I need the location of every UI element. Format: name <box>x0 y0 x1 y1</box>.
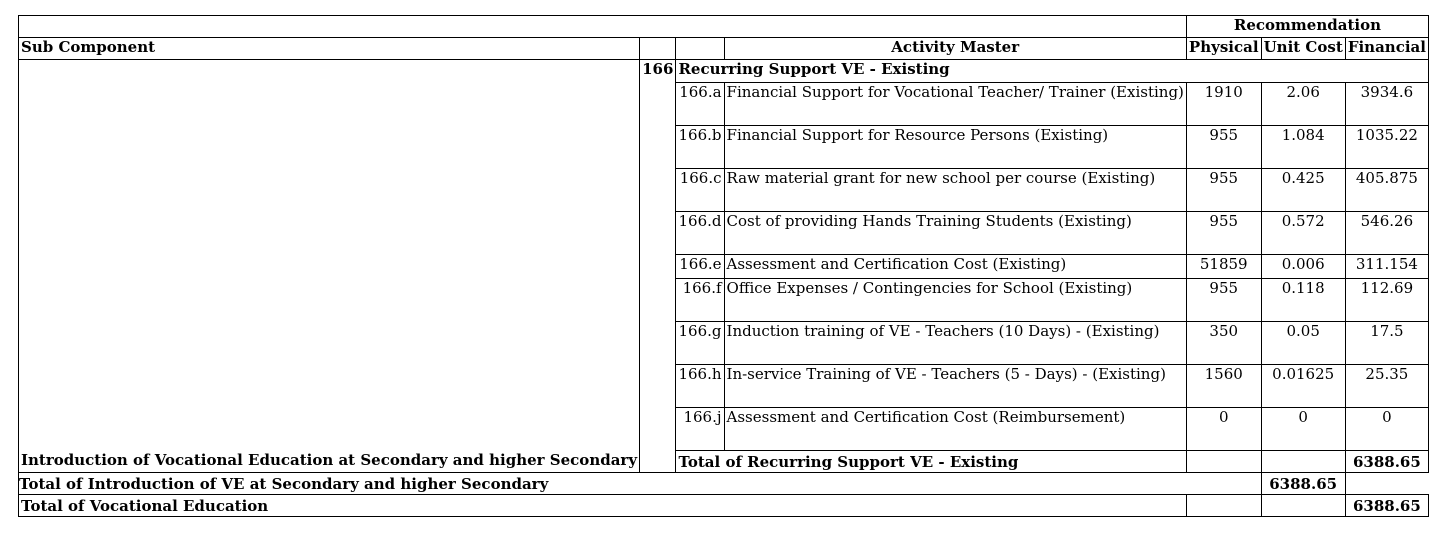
activity-code: 166.e <box>676 255 724 279</box>
activity-code: 166.j <box>676 408 724 451</box>
group-code: 166 <box>640 60 676 473</box>
activity-code: 166.a <box>676 83 724 126</box>
activity-code: 166.b <box>676 126 724 169</box>
grand-total-label: Total of Vocational Education <box>19 495 1187 517</box>
activity-physical: 1910 <box>1186 83 1261 126</box>
sub-component-total-row <box>19 473 1429 495</box>
activity-financial: 25.35 <box>1345 365 1428 408</box>
activity-unit-cost: 0.05 <box>1261 322 1345 365</box>
group-row <box>19 60 1429 83</box>
header-row-2 <box>19 38 1429 60</box>
recommendation-table <box>18 15 1429 517</box>
activity-financial: 17.5 <box>1345 322 1428 365</box>
activity-financial: 112.69 <box>1345 279 1428 322</box>
activity-unit-cost: 0.01625 <box>1261 365 1345 408</box>
header-blank <box>19 16 1187 38</box>
activity-code: 166.h <box>676 365 724 408</box>
sub-component-total-label: Total of Introduction of VE at Secondary and higher Secondary <box>19 473 1262 495</box>
grand-total-row <box>19 495 1429 517</box>
activity-name: Induction training of VE - Teachers (10 Days) - (Existing) <box>724 322 1186 365</box>
grand-total-value: 6388.65 <box>1345 495 1428 517</box>
unit-cost-header: Unit Cost <box>1261 38 1345 60</box>
activity-physical: 955 <box>1186 279 1261 322</box>
activity-code: 166.f <box>676 279 724 322</box>
grand-total-physical <box>1186 495 1261 517</box>
group-total-unit-cost <box>1261 451 1345 473</box>
activity-master-header: Activity Master <box>724 38 1186 60</box>
group-total-label: Total of Recurring Support VE - Existing <box>676 451 1186 473</box>
activity-name: In-service Training of VE - Teachers (5 - Days) - (Existing) <box>724 365 1186 408</box>
code-header-blank <box>640 38 676 60</box>
grand-total-unit-cost <box>1261 495 1345 517</box>
activity-unit-cost: 2.06 <box>1261 83 1345 126</box>
activity-name: Financial Support for Resource Persons (Existing) <box>724 126 1186 169</box>
subcode-header-blank <box>676 38 724 60</box>
activity-financial: 0 <box>1345 408 1428 451</box>
activity-unit-cost: 0.425 <box>1261 169 1345 212</box>
activity-physical: 1560 <box>1186 365 1261 408</box>
header-row-1 <box>19 16 1429 38</box>
activity-physical: 0 <box>1186 408 1261 451</box>
activity-unit-cost: 0.572 <box>1261 212 1345 255</box>
activity-name: Cost of providing Hands Training Students (Existing) <box>724 212 1186 255</box>
activity-code: 166.c <box>676 169 724 212</box>
sub-component-header: Sub Component <box>19 38 640 60</box>
activity-financial: 1035.22 <box>1345 126 1428 169</box>
activity-physical: 955 <box>1186 169 1261 212</box>
sub-component-name: Introduction of Vocational Education at Secondary and higher Secondary <box>19 60 640 473</box>
activity-name: Assessment and Certification Cost (Reimbursement) <box>724 408 1186 451</box>
activity-physical: 955 <box>1186 212 1261 255</box>
financial-header: Financial <box>1345 38 1428 60</box>
activity-physical: 955 <box>1186 126 1261 169</box>
sub-component-total-value: 6388.65 <box>1261 473 1345 495</box>
activity-unit-cost: 0.118 <box>1261 279 1345 322</box>
activity-code: 166.g <box>676 322 724 365</box>
activity-financial: 3934.6 <box>1345 83 1428 126</box>
activity-name: Office Expenses / Contingencies for School (Existing) <box>724 279 1186 322</box>
activity-financial: 546.26 <box>1345 212 1428 255</box>
activity-name: Assessment and Certification Cost (Existing) <box>724 255 1186 279</box>
group-total-value: 6388.65 <box>1345 451 1428 473</box>
activity-financial: 311.154 <box>1345 255 1428 279</box>
activity-unit-cost: 0.006 <box>1261 255 1345 279</box>
recommendation-header: Recommendation <box>1186 16 1428 38</box>
group-total-physical <box>1186 451 1261 473</box>
activity-code: 166.d <box>676 212 724 255</box>
activity-physical: 51859 <box>1186 255 1261 279</box>
activity-physical: 350 <box>1186 322 1261 365</box>
activity-name: Financial Support for Vocational Teacher/ Trainer (Existing) <box>724 83 1186 126</box>
activity-financial: 405.875 <box>1345 169 1428 212</box>
physical-header: Physical <box>1186 38 1261 60</box>
group-title: Recurring Support VE - Existing <box>676 60 1429 83</box>
activity-unit-cost: 1.084 <box>1261 126 1345 169</box>
activity-unit-cost: 0 <box>1261 408 1345 451</box>
activity-name: Raw material grant for new school per course (Existing) <box>724 169 1186 212</box>
